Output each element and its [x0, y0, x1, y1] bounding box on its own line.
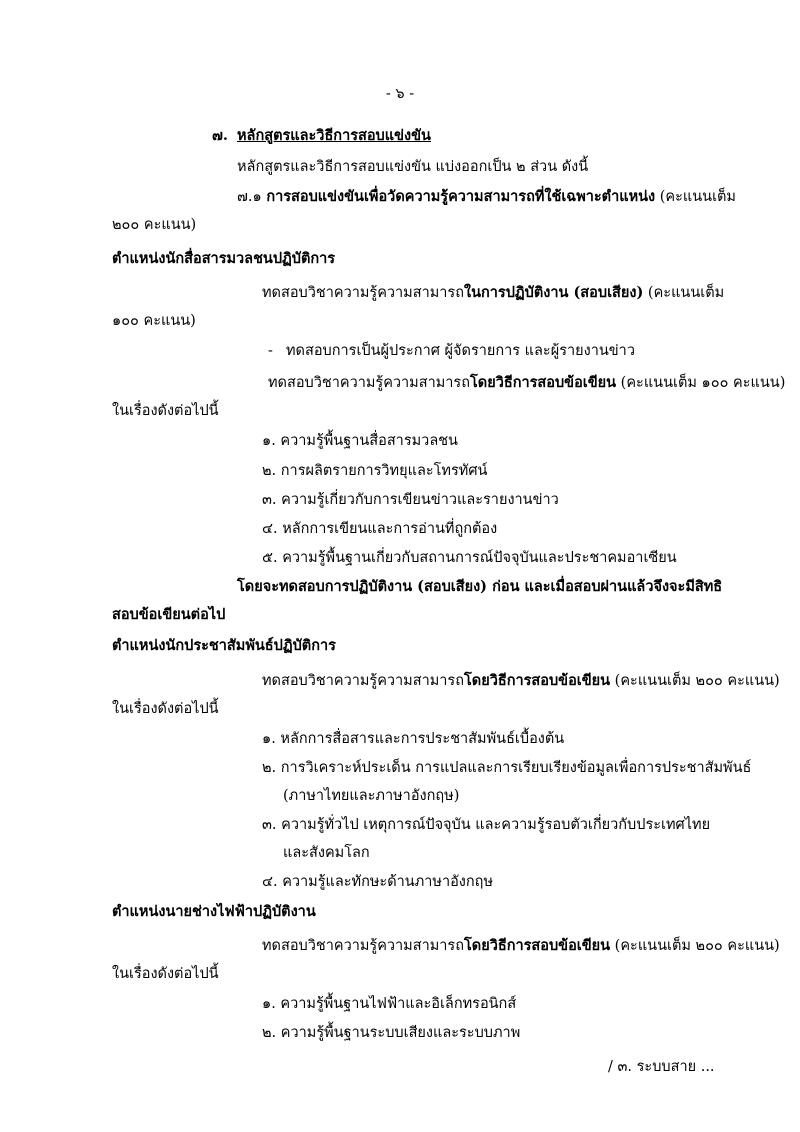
list-item: ๔. ความรู้และทักษะด้านภาษาอังกฤษ [262, 874, 494, 890]
position-2-topics-intro: ในเรื่องดังต่อไปนี้ [112, 701, 219, 717]
section-number: ๗. [212, 127, 228, 144]
written-test-label: ทดสอบวิชาความรู้ความสามารถ [262, 673, 464, 689]
written-test-label: ทดสอบวิชาความรู้ความสามารถ [262, 938, 464, 954]
position-1-title: ตำแหน่งนักสื่อสารมวลชนปฏิบัติการ [112, 250, 336, 267]
list-item: ๓. ความรู้ทั่วไป เหตุการณ์ปัจจุบัน และความรู้รอบตัวเกี่ยวกับประเทศไทย [262, 817, 711, 833]
subsection-heading [237, 187, 736, 207]
subsection-number: ๗.๑ [237, 189, 262, 205]
written-test-method: โดยวิธีการสอบข้อเขียน [470, 374, 617, 391]
position-1-practical-test [262, 283, 724, 303]
section-title: หลักสูตรและวิธีการสอบแข่งขัน [237, 127, 431, 144]
position-1-practical-score-cont: ๑๐๐ คะแนน) [112, 313, 196, 329]
subsection-score-cont: ๒๐๐ คะแนน) [112, 217, 197, 233]
position-3-written-test [262, 936, 780, 956]
section-intro: หลักสูตรและวิธีการสอบแข่งขัน แบ่งออกเป็น ๒ ส่วน ดังนี้ [237, 159, 589, 175]
written-test-label: ทดสอบวิชาความรู้ความสามารถ [268, 375, 470, 391]
list-item: ๑. ความรู้พื้นฐานไฟฟ้าและอิเล็กทรอนิกส์ [262, 996, 517, 1012]
list-item: ๕. ความรู้พื้นฐานเกี่ยวกับสถานการณ์ปัจจุบันและประชาคมอาเซียน [262, 550, 677, 566]
subsection-title: การสอบแข่งขันเพื่อวัดความรู้ความสามารถที่ใช้เฉพาะตำแหน่ง [266, 188, 656, 205]
practical-item-dash: - [268, 343, 273, 359]
list-item: ๒. การวิเคราะห์ประเด็น การแปลและการเรียบเรียงข้อมูลเพื่อการประชาสัมพันธ์ [262, 760, 752, 776]
list-item-cont: และสังคมโลก [283, 845, 370, 861]
list-item: ๔. หลักการเขียนและการอ่านที่ถูกต้อง [262, 521, 498, 537]
position-3-topics-intro: ในเรื่องดังต่อไปนี้ [112, 966, 219, 982]
page-number: - ๖ - [385, 86, 415, 102]
practical-test-score: (คะแนนเต็ม [643, 285, 725, 301]
subsection-score: (คะแนนเต็ม [659, 189, 736, 205]
written-test-score: (คะแนนเต็ม ๒๐๐ คะแนน) [610, 673, 780, 689]
position-2-title: ตำแหน่งนักประชาสัมพันธ์ปฏิบัติการ [112, 637, 336, 654]
list-item: ๒. การผลิตรายการวิทยุและโทรทัศน์ [262, 463, 488, 479]
position-1-note: โดยจะทดสอบการปฏิบัติงาน (สอบเสียง) ก่อน และเมื่อสอบผ่านแล้วจึงจะมีสิทธิ [237, 578, 723, 595]
practical-item: ทดสอบการเป็นผู้ประกาศ ผู้จัดรายการ และผู้รายงานข่าว [286, 343, 635, 359]
list-item: ๑. ความรู้พื้นฐานสื่อสารมวลชน [262, 433, 458, 449]
written-test-score: (คะแนนเต็ม ๑๐๐ คะแนน) [616, 375, 786, 391]
position-1-note-cont: สอบข้อเขียนต่อไป [112, 606, 226, 623]
written-test-method: โดยวิธีการสอบข้อเขียน [464, 672, 611, 689]
written-test-method: โดยวิธีการสอบข้อเขียน [464, 937, 611, 954]
list-item: ๑. หลักการสื่อสารและการประชาสัมพันธ์เบื้องต้น [262, 731, 565, 747]
list-item: ๓. ความรู้เกี่ยวกับการเขียนข่าวและรายงานข่าว [262, 492, 559, 508]
position-1-topics-intro: ในเรื่องดังต่อไปนี้ [112, 403, 219, 419]
position-2-written-test [262, 671, 780, 691]
continuation-note: / ๓. ระบบสาย ... [608, 1059, 715, 1075]
practical-test-method: ในการปฏิบัติงาน (สอบเสียง) [464, 284, 644, 301]
practical-test-label: ทดสอบวิชาความรู้ความสามารถ [262, 285, 464, 301]
position-1-written-test [268, 373, 785, 393]
written-test-score: (คะแนนเต็ม ๒๐๐ คะแนน) [610, 938, 780, 954]
list-item: ๒. ความรู้พื้นฐานระบบเสียงและระบบภาพ [262, 1025, 521, 1041]
list-item-cont: (ภาษาไทยและภาษาอังกฤษ) [283, 788, 460, 804]
position-3-title: ตำแหน่งนายช่างไฟฟ้าปฏิบัติงาน [112, 903, 316, 920]
